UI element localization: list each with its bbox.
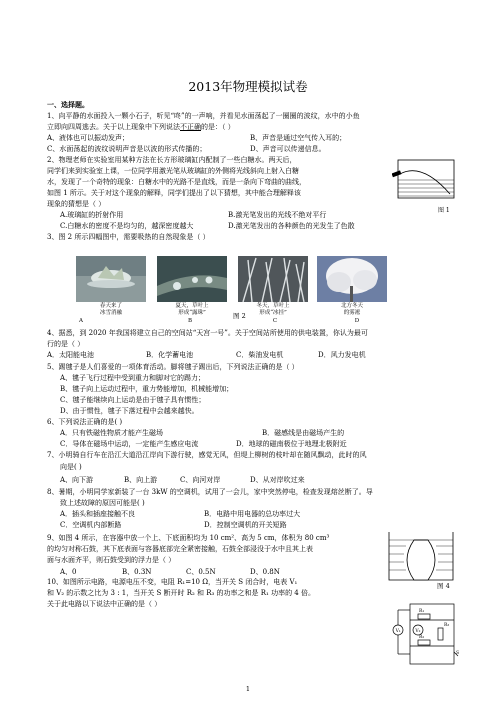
q6-text: 6、下列说法正确的是( ): [47, 418, 123, 426]
q1-line2-end: 的是：（ ）: [201, 123, 235, 131]
q7-option-c: C、向河对岸: [180, 476, 221, 484]
q5-option-a: A、毽子飞行过程中受到重力和脚对它的踢力；: [60, 374, 206, 382]
q10-line2: 和 V₂ 的示数之比为 3 : 1，当开关 S 断开时 R₂ 和 R₃ 的功率之和是 R₁ 功率的 4 倍。: [47, 589, 315, 597]
q6-option-d: D．地球的磁南极位于地理北极附近: [236, 440, 347, 448]
q8-option-c: C．空调机内部断路: [60, 521, 122, 529]
q2-option-d: D.激光笔发出的各种颜色的光发生了色散: [228, 222, 355, 230]
label-v1: V₁: [395, 629, 401, 634]
q2-line4: 如图 1 所示。关于对这个现象的解释，同学们提出了以下猜想，其中能合理解释该: [47, 189, 301, 197]
q5-option-d: D、由于惯性，毽子下落过程中会越来越快。: [60, 407, 199, 415]
letter-d: D: [354, 318, 360, 324]
q5-option-b: B、毽子向上运动过程中，重力势能增加，机械能增加；: [60, 385, 234, 393]
caption-b: 夏天，草叶上 形成“露珠”: [175, 303, 209, 316]
q4-option-c: C．柴油发电机: [236, 351, 284, 359]
letter-c: C: [272, 318, 278, 324]
q5-text: 5、踢毽子是人们喜爱的一项体育活动。脚将毽子踢出后，下列说法正确的是（ ）: [47, 363, 299, 371]
q8-option-a: A．插头和插座接触不良: [60, 510, 136, 518]
q1-option-d: D、声音可以传递信息。: [250, 145, 326, 153]
label-r3: R₃: [444, 623, 450, 628]
q10-line3: 关于此电路以下说法中正确的是（ ）: [47, 600, 162, 608]
q7-option-d: D、从对岸吹过来: [250, 476, 305, 484]
q9-option-b: B、0.3N: [122, 568, 152, 576]
q9-option-a: A、0: [60, 568, 77, 576]
q6-option-b: B．磁感线是由磁场产生的: [262, 429, 345, 437]
q7-option-a: A、向下游: [60, 476, 94, 484]
q6-option-a: A．只有铁磁性物质才能产生磁场: [60, 429, 164, 437]
q6-option-c: C．导体在磁场中运动，一定能产生感应电流: [60, 440, 199, 448]
letter-b: B: [187, 318, 193, 324]
q8-option-b: B．电路中用电器的总功率过大: [204, 510, 301, 518]
q10-line1: 10、如图所示电路，电源电压不变，电阻 R₁=10 Ω，当开关 S 闭合时，电表 V₁: [47, 578, 298, 586]
q1-option-c: C、水面荡起的波纹说明声音是以波的形式传播的；: [47, 145, 207, 153]
figure-1-caption: 图 1: [438, 207, 450, 214]
photo-ice-grass: [238, 256, 308, 302]
q2-line3: 水，发现了一个奇特的现象：白糖水中的光路不是直线，而是一条向下弯曲的曲线，: [47, 178, 306, 186]
q9-option-c: C、0.5N: [186, 568, 216, 576]
q1-option-a: A、液体也可以振动发声；: [47, 134, 130, 142]
caption-a: 春天来了 冰雪消融: [99, 303, 122, 316]
q9-option-d: D、0.8N: [250, 568, 280, 576]
q1-option-b: B、声音是通过空气传入耳的；: [250, 134, 347, 142]
q2-line1: 2、物理老师在实验室用某种方法在长方形玻璃缸内配制了一些白糖水。两天后，: [47, 156, 297, 164]
q9-line3: 面与水面齐平，则石鼓受到的浮力是（ ）: [47, 556, 176, 564]
q7-option-b: B、向上游: [124, 476, 158, 484]
figure-4-caption: 图 4: [437, 582, 450, 590]
q1-emphasis: 不正确: [180, 123, 201, 131]
label-r1: R₁: [419, 609, 425, 614]
q4-line1: 4、据悉，到 2020 年我国将建立自己的空间站“天宫一号”。关于空间站所使用的供电装置，你认为最可: [47, 329, 368, 337]
q2-option-b: B.激光笔发出的光线不绝对平行: [228, 211, 327, 219]
q7-line1: 7、小明骑自行车在沿江大道沿江岸向下游行驶，感觉无风，但堤上柳树的枝叶却在随风飘动，此时的风: [47, 451, 367, 459]
q4-option-b: B．化学蓄电池: [146, 351, 194, 359]
q9-line2: 的均匀对称石鼓，其下底表面与容器底部完全紧密接触，石鼓全部浸没于水中且其上表: [47, 545, 313, 553]
q3-text: 3、图 2 所示四幅图中，需要吸热的自然现象是（ ）: [47, 233, 210, 241]
label-s: S: [456, 651, 460, 656]
q8-line1: 8、暑期，小明同学家新装了一台 3kW 的空调机，试用了一会儿，家中突然停电，检查发现熔丝断了。导: [47, 488, 373, 496]
q8-option-d: D．控制空调机的开关短路: [204, 521, 287, 529]
figure-4-container: [386, 528, 456, 588]
q8-line2: 致上述故障的原因可能是( ): [60, 499, 145, 507]
photo-melting-ice: [76, 256, 146, 302]
photo-dew-drops: [157, 256, 227, 302]
q4-option-d: D．风力发电机: [318, 351, 366, 359]
figure-2-caption: 图 2: [233, 312, 246, 320]
photo-rime-tree: [317, 256, 387, 302]
q2-option-a: A.玻璃缸的折射作用: [60, 211, 124, 219]
label-v2: V₂: [415, 629, 421, 634]
q2-line2: 同学们来到实验室上课，一位同学用激光笔从玻璃缸的外侧将光线斜向上射入白糖: [47, 167, 299, 175]
q1-line1: 1、向平静的水面投入一颗小石子，听见“咚”的一声响，并看见水面荡起了一圈圈的波纹，水中的小鱼: [47, 112, 360, 120]
circuit-diagram: [392, 600, 462, 672]
caption-c: 冬天，草叶上 形成“冰挂”: [256, 303, 290, 316]
page-number: 1: [245, 685, 251, 693]
q9-line1: 9、如图 4 所示，在容器中放一个上、下底面积均为 10 cm²、高为 5 cm，体积为 80 cm³: [47, 534, 330, 542]
q2-option-c: C.白糖水的密度不是均匀的，越深密度越大: [60, 222, 194, 230]
caption-d: 北方冬天 的雾凇: [340, 303, 363, 316]
letter-a: A: [79, 318, 83, 324]
q4-option-a: A．太阳能电池: [47, 351, 95, 359]
page-title: 2013年物理模拟试卷: [188, 79, 308, 94]
q1-line2: [47, 122, 235, 132]
q2-line5: 现象的猜想是（ ）: [47, 200, 106, 208]
q4-line2: 行的是（ ）: [47, 340, 85, 348]
figure-1-glass-tank: [392, 146, 460, 204]
q1-line2-text: 立即向四周逃去。关于以上现象中下列说法: [47, 123, 180, 131]
section-heading: 一、选择题。: [47, 101, 89, 109]
label-r2: R₂: [419, 635, 425, 640]
q7-line2: 向是( ): [60, 463, 82, 471]
q5-option-c: C、毽子能继续向上运动是由于毽子具有惯性；: [60, 396, 206, 404]
